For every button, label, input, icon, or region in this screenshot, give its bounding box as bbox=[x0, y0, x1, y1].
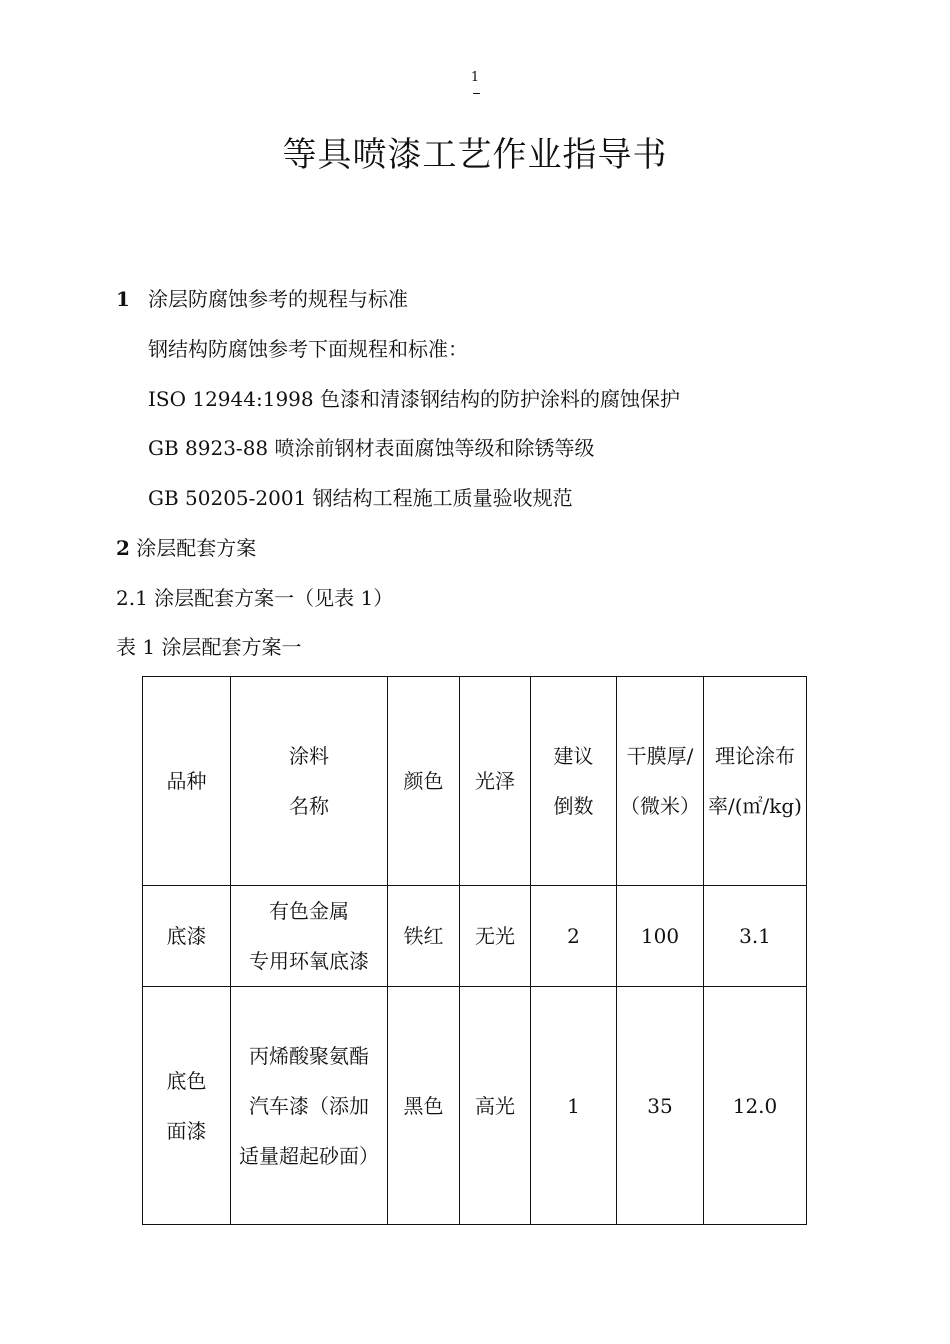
cell-coats: 1 bbox=[531, 987, 617, 1225]
section-1-title: 涂层防腐蚀参考的规程与标准 bbox=[148, 287, 408, 311]
cell-gloss: 无光 bbox=[460, 886, 531, 987]
table-row bbox=[143, 987, 807, 1225]
header-dry-film-thickness: 干膜厚/ （微米） bbox=[617, 677, 704, 886]
section-1-intro: 钢结构防腐蚀参考下面规程和标准： bbox=[148, 337, 468, 361]
page-number-underline bbox=[473, 93, 480, 94]
cell-color: 铁红 bbox=[388, 886, 460, 987]
cell-thickness: 100 bbox=[617, 886, 704, 987]
document-title: 等具喷漆工艺作业指导书 bbox=[282, 135, 668, 175]
cell-thickness: 35 bbox=[617, 987, 704, 1225]
coating-scheme-table bbox=[142, 676, 807, 1225]
standard-gb-50205: GB 50205-2001 钢结构工程施工质量验收规范 bbox=[148, 486, 573, 510]
table-header-row bbox=[143, 677, 807, 886]
standard-iso-12944: ISO 12944:1998 色漆和清漆钢结构的防护涂料的腐蚀保护 bbox=[148, 387, 680, 411]
header-gloss: 光泽 bbox=[460, 677, 531, 886]
cell-variety: 底色 面漆 bbox=[143, 987, 231, 1225]
table-caption: 表 1 涂层配套方案一 bbox=[116, 635, 302, 659]
table-row bbox=[143, 886, 807, 987]
cell-coverage: 12.0 bbox=[704, 987, 807, 1225]
header-variety: 品种 bbox=[143, 677, 231, 886]
cell-variety: 底漆 bbox=[143, 886, 231, 987]
cell-gloss: 高光 bbox=[460, 987, 531, 1225]
cell-color: 黑色 bbox=[388, 987, 460, 1225]
header-theoretical-coverage: 理论涂布 率/(㎡/kg) bbox=[704, 677, 807, 886]
cell-coverage: 3.1 bbox=[704, 886, 807, 987]
standard-gb-8923: GB 8923-88 喷涂前钢材表面腐蚀等级和除锈等级 bbox=[148, 436, 595, 460]
section-2-title: 涂层配套方案 bbox=[136, 536, 257, 560]
section-1-number: 1 bbox=[116, 287, 130, 311]
section-2-number: 2 bbox=[116, 536, 130, 560]
header-color: 颜色 bbox=[388, 677, 460, 886]
header-coating-name: 涂料 名称 bbox=[231, 677, 388, 886]
page-number: 1 bbox=[470, 70, 480, 85]
cell-coating-name: 丙烯酸聚氨酯 汽车漆（添加 适量超起砂面） bbox=[231, 987, 388, 1225]
cell-coats: 2 bbox=[531, 886, 617, 987]
cell-coating-name: 有色金属 专用环氧底漆 bbox=[231, 886, 388, 987]
header-coats: 建议 倒数 bbox=[531, 677, 617, 886]
section-2-1-title: 2.1 涂层配套方案一（见表 1） bbox=[116, 586, 394, 610]
section-2-heading bbox=[116, 533, 256, 563]
